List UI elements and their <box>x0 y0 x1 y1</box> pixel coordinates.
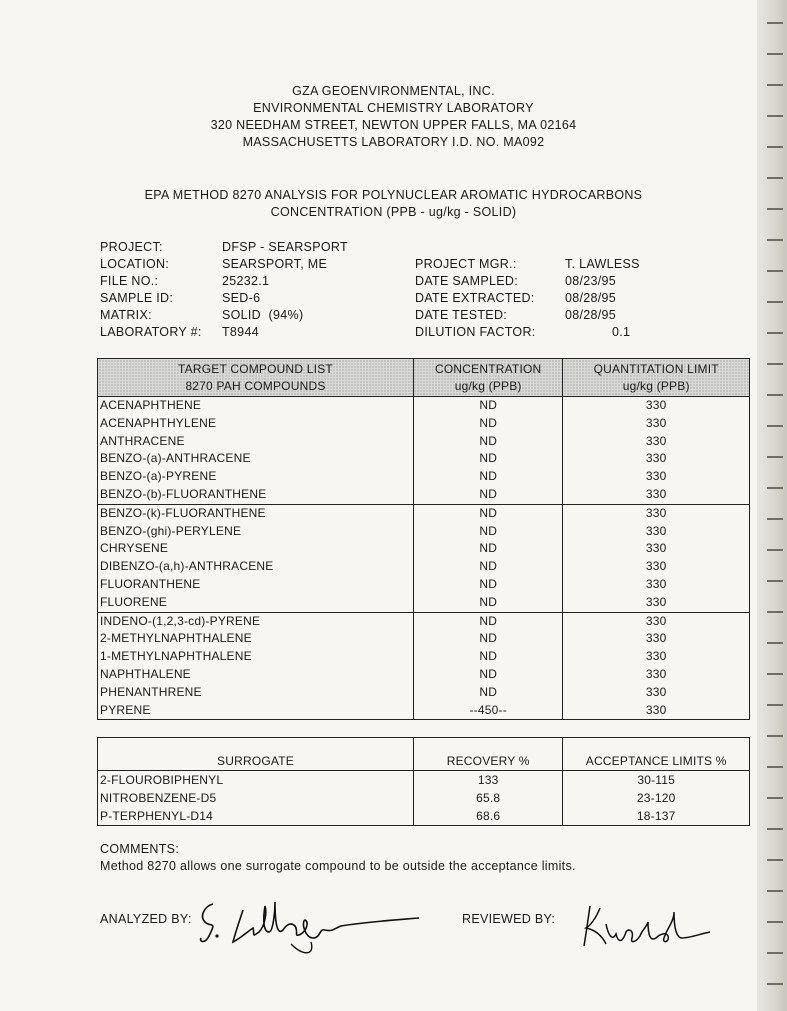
compound-concentration: ND <box>413 576 562 594</box>
binding-tick <box>767 363 783 365</box>
table-row <box>98 397 750 415</box>
table-row <box>98 684 750 702</box>
surrogate-name: NITROBENZENE-D5 <box>98 789 414 807</box>
compound-limit: 330 <box>563 523 750 541</box>
extracted-value: 08/28/95 <box>565 291 617 305</box>
col-concentration-header-line2: ug/kg (PPB) <box>454 378 522 393</box>
col-concentration-header <box>413 359 562 397</box>
compound-limit: 330 <box>563 666 750 684</box>
company-name: GZA GEOENVIRONMENTAL, INC. <box>292 84 495 98</box>
binding-tick <box>767 797 783 799</box>
binding-tick <box>767 673 783 675</box>
matrix-value: SOLID (94%) <box>222 308 304 322</box>
compound-concentration: ND <box>413 504 562 522</box>
col-compound-header <box>98 359 414 397</box>
col-compound-header-line1: TARGET COMPOUND LIST <box>178 361 333 376</box>
table-row <box>98 468 750 486</box>
labno-label: LABORATORY #: <box>100 325 202 339</box>
compounds-table <box>97 358 750 720</box>
col-limit-header-line2: ug/kg (PPB) <box>622 378 690 393</box>
compound-concentration: ND <box>413 630 562 648</box>
surrogates-header-row <box>98 738 750 771</box>
tested-value: 08/28/95 <box>565 308 617 322</box>
binding-tick <box>767 642 783 644</box>
sampled-label: DATE SAMPLED: <box>415 274 518 288</box>
table-row <box>98 789 750 807</box>
compound-concentration: ND <box>413 468 562 486</box>
col-recovery-header: RECOVERY % <box>413 738 562 771</box>
mgr-label: PROJECT MGR.: <box>415 257 517 271</box>
table-row <box>98 486 750 504</box>
binding-tick <box>767 425 783 427</box>
analyst-signature <box>195 892 425 962</box>
lab-address: 320 NEEDHAM STREET, NEWTON UPPER FALLS, MA 02164 <box>210 118 577 132</box>
compound-concentration: ND <box>413 684 562 702</box>
compound-name: INDENO-(1,2,3-cd)-PYRENE <box>98 612 414 630</box>
comments-label: COMMENTS: <box>100 842 180 856</box>
binding-tick <box>767 394 783 396</box>
binding-tick <box>767 921 783 923</box>
table-row <box>98 540 750 558</box>
table-row <box>98 771 750 790</box>
col-limit-header <box>563 359 750 397</box>
binding-tick <box>767 177 783 179</box>
project-value: DFSP - SEARSPORT <box>222 240 348 254</box>
matrix-label: MATRIX: <box>100 308 152 322</box>
compound-limit: 330 <box>563 415 750 433</box>
sample-value: SED-6 <box>222 291 261 305</box>
col-limit-header-line1: QUANTITATION LIMIT <box>593 361 719 376</box>
surrogate-name: 2-FLOUROBIPHENYL <box>98 771 414 790</box>
surrogate-name: P-TERPHENYL-D14 <box>98 807 414 826</box>
compound-concentration: ND <box>413 612 562 630</box>
table-row <box>98 523 750 541</box>
binding-tick <box>767 487 783 489</box>
compound-limit: 330 <box>563 702 750 720</box>
compound-concentration: ND <box>413 540 562 558</box>
compound-name: BENZO-(k)-FLUORANTHENE <box>98 504 414 522</box>
compound-limit: 330 <box>563 684 750 702</box>
table-row <box>98 433 750 451</box>
compound-concentration: ND <box>413 666 562 684</box>
binding-tick <box>767 115 783 117</box>
tested-label: DATE TESTED: <box>415 308 508 322</box>
table-row <box>98 558 750 576</box>
binding-tick <box>767 301 783 303</box>
analyzed-by-label: ANALYZED BY: <box>100 912 192 926</box>
compound-limit: 330 <box>563 630 750 648</box>
reviewer-signature <box>578 898 718 954</box>
compound-limit: 330 <box>563 540 750 558</box>
binding-tick <box>767 549 783 551</box>
table-row <box>98 666 750 684</box>
table-row <box>98 576 750 594</box>
compound-limit: 330 <box>563 468 750 486</box>
table-row <box>98 415 750 433</box>
binding-tick <box>767 735 783 737</box>
compound-concentration: ND <box>413 415 562 433</box>
compound-concentration: ND <box>413 558 562 576</box>
compound-concentration: ND <box>413 648 562 666</box>
table-row <box>98 594 750 612</box>
binding-tick <box>767 704 783 706</box>
compound-name: PHENANTHRENE <box>98 684 414 702</box>
labno-value: T8944 <box>222 325 259 339</box>
binding-tick <box>767 456 783 458</box>
binding-tick <box>767 859 783 861</box>
dilution-value: 0.1 <box>612 325 631 339</box>
compound-name: PYRENE <box>98 702 414 720</box>
compound-limit: 330 <box>563 558 750 576</box>
binding-tick <box>767 983 783 985</box>
table-row <box>98 612 750 630</box>
table-row <box>98 648 750 666</box>
binding-tick <box>767 890 783 892</box>
method-concentration: CONCENTRATION (PPB - ug/kg - SOLID) <box>270 205 517 219</box>
location-value: SEARSPORT, ME <box>222 257 328 271</box>
binding-tick <box>767 828 783 830</box>
binding-tick <box>767 239 783 241</box>
table-row <box>98 504 750 522</box>
surrogate-recovery: 68.6 <box>413 807 562 826</box>
binding-tick <box>767 611 783 613</box>
surrogate-limits: 23-120 <box>563 789 750 807</box>
table-row <box>98 807 750 826</box>
mgr-value: T. LAWLESS <box>565 257 640 271</box>
surrogate-recovery: 65.8 <box>413 789 562 807</box>
compound-name: BENZO-(ghi)-PERYLENE <box>98 523 414 541</box>
surrogate-recovery: 133 <box>413 771 562 790</box>
extracted-label: DATE EXTRACTED: <box>415 291 535 305</box>
binding-tick <box>767 53 783 55</box>
compound-name: ACENAPHTHYLENE <box>98 415 414 433</box>
lab-id: MASSACHUSETTS LABORATORY I.D. NO. MA092 <box>242 135 545 149</box>
comments-text: Method 8270 allows one surrogate compound to be outside the acceptance limits. <box>100 859 576 873</box>
compound-name: FLUORENE <box>98 594 414 612</box>
sample-label: SAMPLE ID: <box>100 291 174 305</box>
dilution-label: DILUTION FACTOR: <box>415 325 536 339</box>
binding-tick <box>767 270 783 272</box>
binding-tick <box>767 518 783 520</box>
compound-concentration: ND <box>413 433 562 451</box>
table-row <box>98 450 750 468</box>
compound-limit: 330 <box>563 397 750 415</box>
sampled-value: 08/23/95 <box>565 274 617 288</box>
compound-limit: 330 <box>563 504 750 522</box>
file-label: FILE NO.: <box>100 274 159 288</box>
method-title: EPA METHOD 8270 ANALYSIS FOR POLYNUCLEAR AROMATIC HYDROCARBONS <box>144 188 643 202</box>
compound-limit: 330 <box>563 648 750 666</box>
compound-name: BENZO-(a)-ANTHRACENE <box>98 450 414 468</box>
compound-limit: 330 <box>563 450 750 468</box>
compound-name: DIBENZO-(a,h)-ANTHRACENE <box>98 558 414 576</box>
binding-tick <box>767 766 783 768</box>
compound-concentration: ND <box>413 486 562 504</box>
col-surrogate-header: SURROGATE <box>98 738 414 771</box>
compound-limit: 330 <box>563 576 750 594</box>
compound-name: NAPHTHALENE <box>98 666 414 684</box>
compound-concentration: --450-- <box>413 702 562 720</box>
binding-tick <box>767 22 783 24</box>
compound-concentration: ND <box>413 397 562 415</box>
compound-name: BENZO-(b)-FLUORANTHENE <box>98 486 414 504</box>
project-label: PROJECT: <box>100 240 163 254</box>
location-label: LOCATION: <box>100 257 170 271</box>
table-row <box>98 702 750 720</box>
surrogates-table <box>97 737 750 826</box>
file-value: 25232.1 <box>222 274 270 288</box>
col-compound-header-line2: 8270 PAH COMPOUNDS <box>185 378 326 393</box>
compound-name: 1-METHYLNAPHTHALENE <box>98 648 414 666</box>
compound-name: BENZO-(a)-PYRENE <box>98 468 414 486</box>
col-acceptance-header: ACCEPTANCE LIMITS % <box>563 738 750 771</box>
surrogate-limits: 18-137 <box>563 807 750 826</box>
compound-limit: 330 <box>563 612 750 630</box>
reviewed-by-label: REVIEWED BY: <box>462 912 556 926</box>
compound-name: CHRYSENE <box>98 540 414 558</box>
compound-concentration: ND <box>413 450 562 468</box>
table-row <box>98 630 750 648</box>
surrogate-limits: 30-115 <box>563 771 750 790</box>
compound-concentration: ND <box>413 523 562 541</box>
compound-name: 2-METHYLNAPHTHALENE <box>98 630 414 648</box>
compound-name: ANTHRACENE <box>98 433 414 451</box>
compounds-header-row <box>98 359 750 397</box>
col-concentration-header-line1: CONCENTRATION <box>435 361 542 376</box>
compound-concentration: ND <box>413 594 562 612</box>
binding-tick <box>767 580 783 582</box>
lab-name: ENVIRONMENTAL CHEMISTRY LABORATORY <box>253 101 534 115</box>
compound-limit: 330 <box>563 486 750 504</box>
binding-tick <box>767 952 783 954</box>
compound-name: ACENAPHTHENE <box>98 397 414 415</box>
compound-name: FLUORANTHENE <box>98 576 414 594</box>
binding-tick <box>767 332 783 334</box>
compound-limit: 330 <box>563 594 750 612</box>
compound-limit: 330 <box>563 433 750 451</box>
